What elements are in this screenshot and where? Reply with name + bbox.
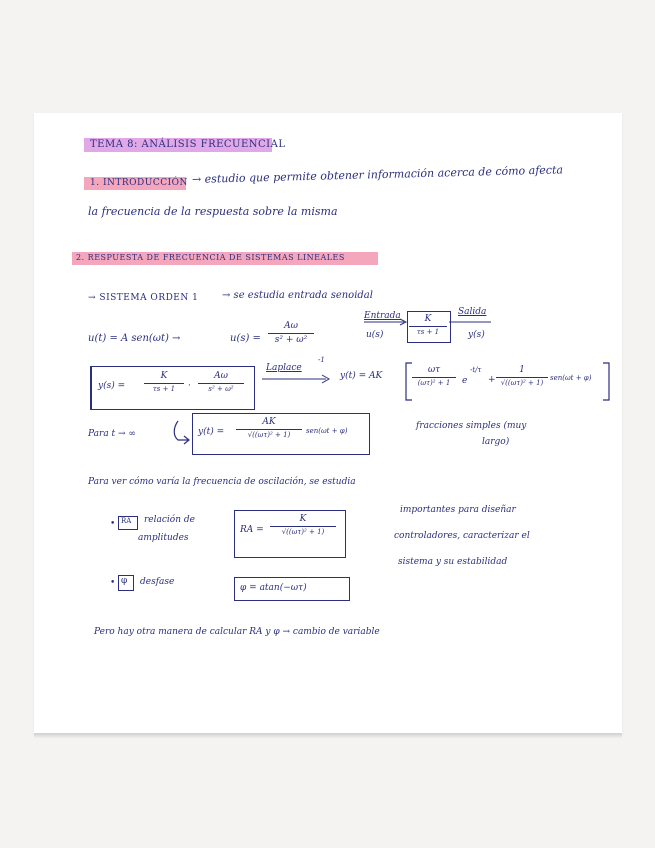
block-output-label: Salida — [458, 307, 487, 317]
yinf-note-line2: largo) — [482, 437, 510, 447]
section1-text-line2: la frecuencia de la respuesta sobre la misma — [88, 205, 338, 218]
side-note-line2: controladores, caracterizar el — [394, 531, 530, 541]
ra-fraction — [270, 515, 336, 536]
yinf-note-line1: fracciones simples (muy — [416, 421, 527, 431]
yt-term2-den: √((ωτ)² + 1) — [500, 379, 544, 387]
block-input-signal: u(s) — [366, 330, 384, 340]
input-fraction-num: Aω — [284, 321, 298, 331]
yinf-sin: sen(ωt + φ) — [306, 427, 348, 435]
ra-label-line1: relación de — [144, 515, 195, 525]
yt-exp-sup: -t/τ — [470, 366, 482, 374]
first-order-label: → SISTEMA ORDEN 1 — [88, 293, 199, 303]
phi-tag: φ — [121, 576, 128, 586]
yt-sin: sen(ωt + φ) — [550, 374, 592, 382]
section2-heading: 2. RESPUESTA DE FRECUENCIA DE SISTEMAS LINEALES — [76, 253, 345, 262]
ys-fraction-2-den: s² + ω² — [208, 385, 234, 393]
yt-left: y(t) = AK — [340, 371, 383, 381]
limit-hook-arrow — [172, 420, 192, 446]
yt-plus: + — [488, 375, 496, 385]
ys-left: y(s) = — [98, 381, 126, 391]
yinf-fraction — [236, 418, 302, 439]
yt-exp: e — [462, 376, 468, 386]
ra-tag: RA — [121, 517, 132, 525]
section1-heading: 1. INTRODUCCIÓN — [90, 178, 188, 188]
yinf-fraction-den: √((ωτ)² + 1) — [247, 431, 291, 439]
laplace-arrow — [262, 374, 332, 384]
page-title: TEMA 8: ANÁLISIS FRECUENCIAL — [90, 139, 286, 150]
block-input-arrow — [364, 318, 408, 326]
limit-label: Para t → ∞ — [88, 429, 136, 439]
phi-eq: φ = atan(−ωτ) — [240, 583, 307, 593]
yt-term2-num: 1 — [519, 365, 525, 375]
block-output-signal: y(s) — [468, 330, 485, 340]
phi-label: desfase — [140, 577, 175, 587]
side-note-line1: importantes para diseñar — [400, 505, 516, 515]
ra-fraction-den: √((ωτ)² + 1) — [281, 528, 325, 536]
ys-fraction-1-den: τs + 1 — [152, 385, 176, 393]
yt-right-bracket — [602, 362, 612, 402]
laplace-label: Laplace — [266, 363, 302, 373]
ra-lhs: RA = — [240, 525, 264, 535]
ys-fraction-1-num: K — [160, 371, 168, 381]
section1-text-line1: → estudio que permite obtener información acerca de cómo afecta — [191, 163, 564, 186]
final-text: Pero hay otra manera de calcular RA y φ → cambio de variable — [94, 627, 380, 637]
phi-bullet: • — [110, 578, 116, 588]
block-input-label: Entrada — [364, 311, 401, 321]
study-text: Para ver cómo varía la frecuencia de oscilación, se estudia — [88, 477, 356, 487]
ys-fraction-2-num: Aω — [214, 371, 228, 381]
side-note-line3: sistema y su estabilidad — [398, 557, 508, 567]
yt-term2 — [496, 366, 548, 387]
yt-term1-num: ωτ — [427, 365, 441, 375]
block-fraction-den: τs + 1 — [416, 328, 440, 336]
page-shadow — [34, 733, 622, 738]
ys-dot: · — [188, 381, 191, 391]
ys-fraction-1 — [144, 372, 184, 393]
block-output-arrow — [449, 318, 495, 326]
first-order-note: → se estudia entrada senoidal — [222, 290, 373, 301]
laplace-sup: -1 — [318, 356, 325, 364]
yinf-fraction-num: AK — [262, 417, 276, 427]
ra-label-line2: amplitudes — [138, 533, 189, 543]
ra-fraction-num: K — [299, 514, 307, 524]
input-fraction — [268, 322, 314, 345]
block-fraction-num: K — [424, 314, 432, 324]
input-eq-mid: u(s) = — [230, 333, 261, 344]
block-fraction — [409, 315, 447, 336]
ra-bullet: • — [110, 519, 116, 529]
input-eq-left: u(t) = A sen(ωt) → — [88, 333, 181, 344]
ys-fraction-2 — [198, 372, 244, 393]
yt-term1-den: (ωτ)² + 1 — [417, 379, 451, 387]
yt-term1 — [412, 366, 456, 387]
input-fraction-den: s² + ω² — [274, 335, 308, 345]
yinf-left: y(t) = — [198, 427, 225, 437]
